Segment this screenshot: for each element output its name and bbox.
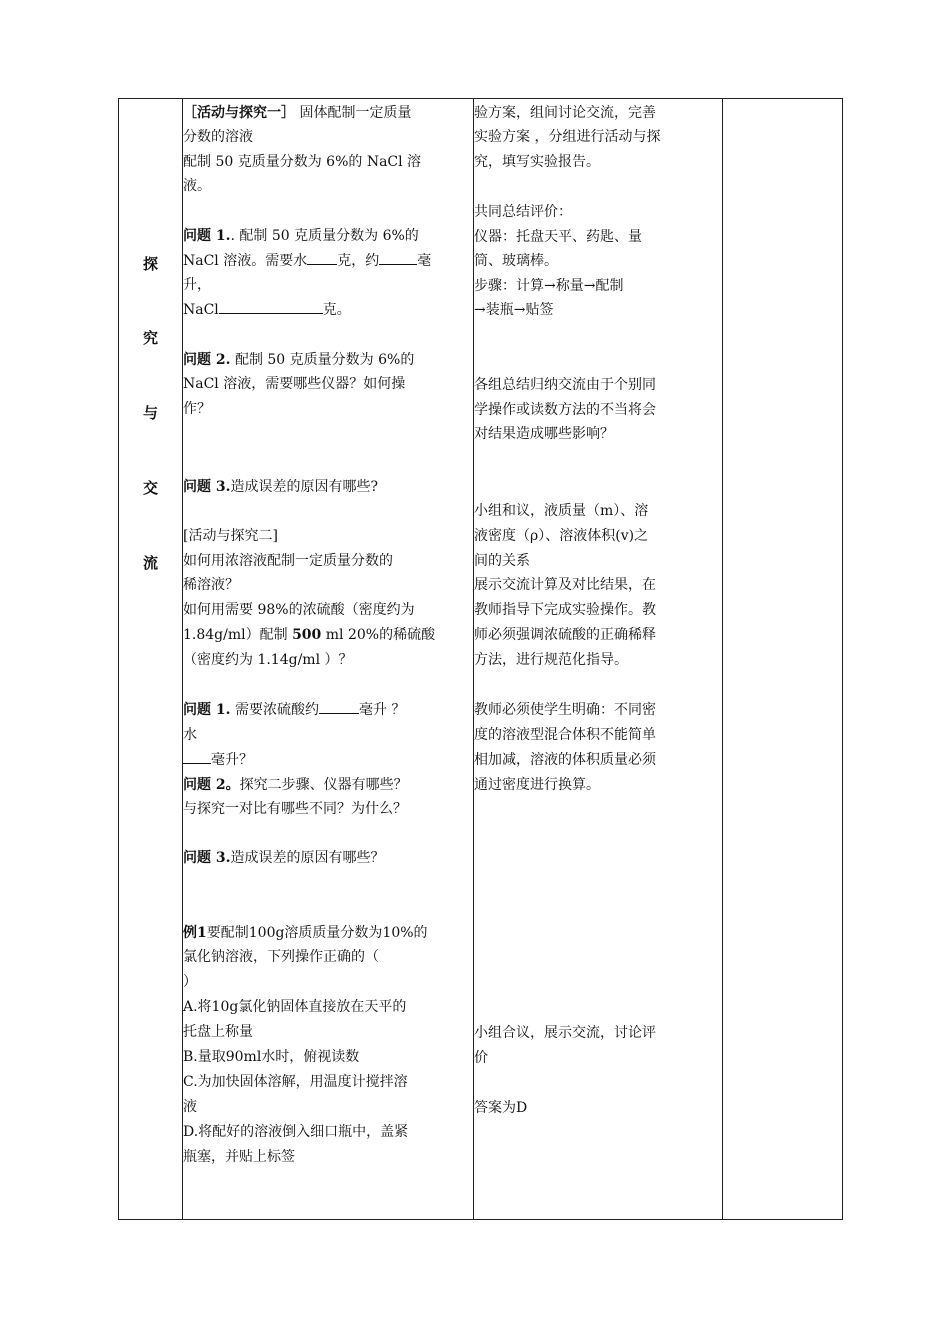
question-label: 问题 1. <box>183 702 231 718</box>
option-d: D.将配好的溶液倒入细口瓶中，盖紧 <box>183 1124 409 1140</box>
activity-text: 学操作或读数方法的不当将会 <box>474 402 656 418</box>
section-label-char: 流 <box>142 554 158 572</box>
activity-text: 方法，进行规范化指导。 <box>474 652 628 668</box>
question-label: 问题 3. <box>183 479 231 495</box>
option-b: B.量取90ml水时，俯视读数 <box>183 1049 360 1065</box>
activity-one-title: 分数的溶液 <box>183 129 253 145</box>
activity-two-task: ml 20%的稀硫酸 <box>321 627 436 643</box>
summary-heading: 共同总结评价： <box>474 204 572 220</box>
option-a: A.将10g氯化钠固体直接放在天平的 <box>183 999 407 1015</box>
question-text: NaCl <box>183 302 219 318</box>
section-label-char: 究 <box>142 329 158 347</box>
activity-two-title: 稀溶液？ <box>183 577 239 593</box>
activity-two-title: 如何用浓溶液配制一定质量分数的 <box>183 553 393 569</box>
activity-two-task: 500 <box>292 627 322 643</box>
option-c: 液 <box>183 1099 197 1115</box>
activity-text: 实验方案 ，分组进行活动与探 <box>474 129 661 145</box>
activity-text: 间的关系 <box>474 553 530 569</box>
question-text: 造成误差的原因有哪些? <box>230 479 379 495</box>
question-label: 问题 1. <box>183 228 231 244</box>
question-label: 问题 2。 <box>183 777 240 793</box>
option-c: C.为加快固体溶解，用温度计搅拌溶 <box>183 1074 408 1090</box>
activity-text: 各组总结归纳交流由于个别同 <box>474 377 656 393</box>
activity-two-task: 如何用需要 98%的浓硫酸（密度约为 <box>183 602 415 618</box>
question-text: 毫 <box>417 253 432 269</box>
activity-text: 相加减，溶液的体积质量必须 <box>474 752 656 768</box>
section-label-char: 交 <box>142 479 158 497</box>
activity-two-heading: [活动与探究二] <box>183 528 278 544</box>
question-label: 问题 3. <box>183 850 231 866</box>
example-label: 例1 <box>183 925 207 941</box>
activity-one-heading: ［活动与探究一］ <box>183 105 295 121</box>
question-text: 毫升 ？ <box>358 702 406 718</box>
activity-text: 验方案，组间讨论交流，完善 <box>474 105 656 121</box>
activity-text: 通过密度进行换算。 <box>474 777 600 793</box>
question-text: 升， <box>183 277 211 293</box>
activity-text: 对结果造成哪些影响？ <box>474 426 614 442</box>
activity-text: 展示交流计算及对比结果，在 <box>474 577 656 593</box>
answer-blank <box>379 249 417 265</box>
activity-text: 小组合议，展示交流，讨论评 <box>474 1025 656 1041</box>
question-text: 需要浓硫酸约 <box>230 702 319 718</box>
activity-text: →装瓶→贴签 <box>474 302 554 318</box>
question-text: 克，约 <box>337 253 380 269</box>
question-label: 问题 2. <box>183 352 231 368</box>
answer-blank <box>307 249 337 265</box>
section-label-char: 与 <box>142 404 158 422</box>
example-text: 氯化钠溶液，下列操作正确的（ <box>183 949 379 965</box>
student-activity-column <box>474 99 722 1219</box>
answer-blank <box>219 298 323 314</box>
activity-text: 小组和议，液质量（m）、溶 <box>474 503 649 519</box>
activity-text: 教师指导下完成实验操作。教 <box>474 602 656 618</box>
answer-blank <box>183 748 211 764</box>
question-text: NaCl 溶液，需要哪些仪器？如何操 <box>183 376 406 392</box>
question-text: 毫升？ <box>211 752 253 768</box>
answer-text: 答案为D <box>474 1100 528 1116</box>
example-text: 要配制100g溶质质量分数为10%的 <box>206 925 428 941</box>
activity-one-task: 液。 <box>183 178 211 194</box>
activity-column <box>183 99 473 1219</box>
activity-text: 价 <box>474 1050 488 1066</box>
activity-text: 教师必须使学生明确：不同密 <box>474 702 656 718</box>
question-text: 作？ <box>183 401 211 417</box>
question-text: 克。 <box>322 302 351 318</box>
activity-two-task: （密度约为 1.14g/ml ）？ <box>183 652 353 668</box>
question-text: 水 <box>183 727 197 743</box>
activity-two-task: 1.84g/ml）配制 <box>183 627 293 643</box>
answer-blank <box>319 698 359 714</box>
lesson-table <box>118 98 843 1220</box>
activity-text: 度的溶液型混合体积不能简单 <box>474 727 656 743</box>
question-text: 配制 50 克质量分数为 6%的 <box>230 352 415 368</box>
activity-text: 仪器：托盘天平、药匙、量 <box>474 229 642 245</box>
question-text: NaCl 溶液。需要水 <box>183 253 308 269</box>
activity-text: 筒、玻璃棒。 <box>474 253 558 269</box>
activity-text: 步骤：计算→称量→配制 <box>474 278 624 294</box>
notes-column <box>723 99 843 1219</box>
question-text: 探究二步骤、仪器有哪些？ <box>239 777 408 793</box>
section-label-column <box>119 99 182 1219</box>
option-d: 瓶塞，并贴上标签 <box>183 1149 295 1165</box>
example-text: ） <box>183 974 197 990</box>
question-text: 造成误差的原因有哪些？ <box>230 850 385 866</box>
option-a: 托盘上称量 <box>183 1024 253 1040</box>
section-label-char: 探 <box>142 255 158 273</box>
question-text: . 配制 50 克质量分数为 6%的 <box>230 228 419 244</box>
activity-text: 液密度（ρ）、溶液体积(v)之 <box>474 528 649 544</box>
activity-one-task: 配制 50 克质量分数为 6%的 NaCl 溶 <box>183 154 422 170</box>
question-text: 与探究一对比有哪些不同？为什么？ <box>183 801 407 817</box>
activity-text: 师必须强调浓硫酸的正确稀释 <box>474 627 656 643</box>
activity-one-title: 固体配制一定质量 <box>299 105 412 121</box>
activity-text: 究，填写实验报告。 <box>474 154 600 170</box>
